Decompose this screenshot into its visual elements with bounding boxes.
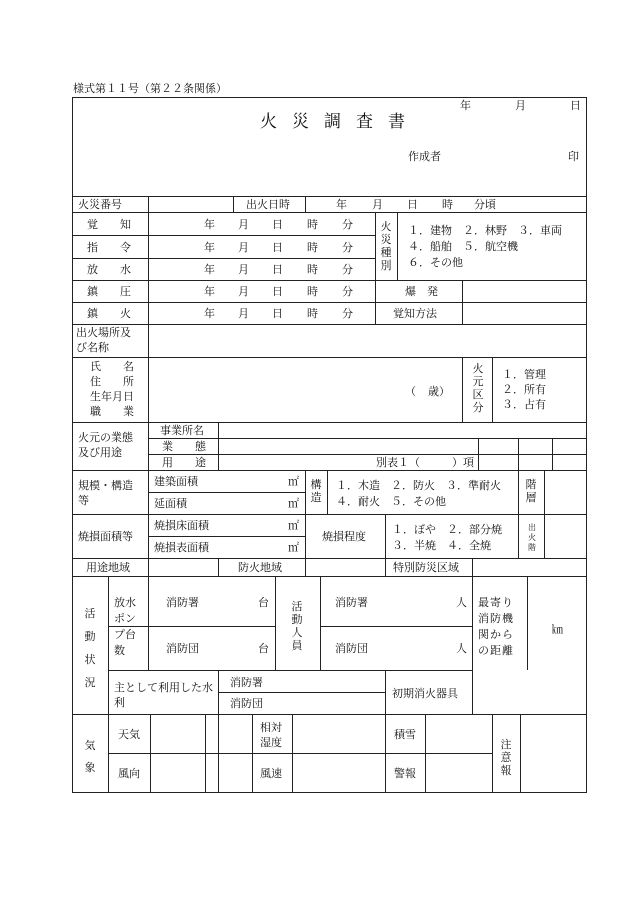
title-char: 火 bbox=[260, 112, 277, 132]
header-day: 日 bbox=[570, 99, 581, 112]
wind-direction-label: 風向 bbox=[118, 767, 140, 780]
structure-label: 構造 bbox=[310, 478, 322, 504]
unit-year: 年 bbox=[336, 198, 347, 211]
seal-mark: 印 bbox=[568, 150, 579, 163]
unit-minute-approx: 分頃 bbox=[474, 198, 496, 211]
title-char: 災 bbox=[292, 112, 309, 132]
annex-table-item: ）項 bbox=[452, 456, 474, 469]
unit-hour: 時 bbox=[307, 307, 318, 320]
age-unit: 歳） bbox=[428, 385, 450, 398]
unit-month: 月 bbox=[238, 307, 249, 320]
unit-minute: 分 bbox=[342, 241, 353, 254]
warning-label: 警報 bbox=[394, 767, 416, 780]
unit-m2: ㎡ bbox=[288, 475, 299, 488]
unit-hour: 時 bbox=[307, 285, 318, 298]
scale-label-line1: 規模・構造 bbox=[78, 479, 133, 492]
office-name-label: 事業所名 bbox=[160, 424, 204, 437]
place-label-line1: 出火場所及 bbox=[76, 326, 131, 339]
unit-dai: 台 bbox=[258, 642, 269, 655]
fire-type-label: 火災種別 bbox=[380, 220, 392, 272]
burn-degree-option: ３．半焼 ４．全焼 bbox=[392, 539, 491, 552]
fire-type-option: ４．船舶 ５．航空機 bbox=[408, 240, 518, 253]
corps-label: 消防団 bbox=[335, 642, 368, 655]
snow-label: 積雪 bbox=[394, 728, 416, 741]
event-label-suppress: 鎮 圧 bbox=[87, 285, 131, 298]
unit-day: 日 bbox=[272, 285, 283, 298]
title-char: 査 bbox=[356, 112, 373, 132]
scale-label-line2: 等 bbox=[78, 494, 89, 507]
station-label: 消防署 bbox=[335, 596, 368, 609]
nearest-station-distance-label: 最寄り消防機関からの距離 bbox=[478, 596, 514, 657]
weather-label: 天気 bbox=[118, 728, 140, 741]
annex-table-label: 別表１（ bbox=[376, 456, 420, 469]
initial-extinguisher-label: 初期消火器具 bbox=[392, 687, 458, 700]
unit-day: 日 bbox=[272, 263, 283, 276]
unit-m2: ㎡ bbox=[288, 541, 299, 554]
unit-hour: 時 bbox=[307, 241, 318, 254]
author-label: 作成者 bbox=[408, 150, 441, 163]
unit-year: 年 bbox=[204, 285, 215, 298]
fire-source-label: 火元区分 bbox=[472, 362, 484, 414]
fire-source-option: ２．所有 bbox=[502, 383, 546, 396]
unit-dai: 台 bbox=[258, 596, 269, 609]
unit-month: 月 bbox=[238, 263, 249, 276]
unit-minute: 分 bbox=[342, 218, 353, 231]
weather-section-label: 気象 bbox=[84, 739, 96, 774]
fire-number-label: 火災番号 bbox=[78, 198, 122, 211]
unit-hour: 時 bbox=[442, 198, 453, 211]
outbreak-datetime-label: 出火日時 bbox=[246, 198, 290, 211]
burn-degree-label: 焼損程度 bbox=[322, 530, 366, 543]
corps-label: 消防団 bbox=[166, 642, 199, 655]
unit-m2: ㎡ bbox=[288, 497, 299, 510]
unit-m2: ㎡ bbox=[288, 519, 299, 532]
header-year: 年 bbox=[460, 99, 471, 112]
unit-month: 月 bbox=[238, 218, 249, 231]
title-char: 書 bbox=[388, 112, 405, 132]
burn-area-label: 焼損面積等 bbox=[78, 530, 133, 543]
event-label-water: 放 水 bbox=[87, 263, 131, 276]
unit-nin: 人 bbox=[456, 642, 467, 655]
fire-source-option: ３．占有 bbox=[502, 398, 546, 411]
person-address-label: 住 所 bbox=[90, 375, 134, 388]
unit-day: 日 bbox=[272, 218, 283, 231]
water-source-label: 主として利用した水利 bbox=[114, 681, 213, 709]
burned-surface-area-label: 焼損表面積 bbox=[154, 541, 209, 554]
unit-month: 月 bbox=[238, 285, 249, 298]
business-label-line2: 及び用途 bbox=[78, 446, 122, 459]
structure-option: ４．耐火 ５．その他 bbox=[336, 495, 446, 508]
unit-year: 年 bbox=[204, 263, 215, 276]
activity-status-label: 活動状況 bbox=[84, 607, 96, 689]
place-label-line2: び名称 bbox=[76, 341, 109, 354]
form-number: 様式第１１号（第２２条関係） bbox=[73, 82, 227, 95]
age-open: （ bbox=[405, 385, 416, 398]
unit-hour: 時 bbox=[307, 263, 318, 276]
unit-month: 月 bbox=[372, 198, 383, 211]
title-char: 調 bbox=[324, 112, 341, 132]
person-occupation-label: 職 業 bbox=[90, 405, 134, 418]
fire-source-option: １．管理 bbox=[502, 368, 546, 381]
station-label: 消防署 bbox=[166, 596, 199, 609]
unit-minute: 分 bbox=[342, 263, 353, 276]
humidity-label: 相対湿度 bbox=[260, 721, 282, 749]
floors-label: 階層 bbox=[525, 478, 537, 504]
unit-day: 日 bbox=[272, 241, 283, 254]
unit-minute: 分 bbox=[342, 285, 353, 298]
fire-type-option: １．建物 ２．林野 ３．車両 bbox=[408, 224, 562, 237]
special-disaster-zone-label: 特別防災区域 bbox=[393, 561, 459, 574]
wind-speed-label: 風速 bbox=[260, 767, 282, 780]
business-label-line1: 火元の業態 bbox=[78, 431, 133, 444]
person-name-label: 氏 名 bbox=[90, 360, 134, 373]
unit-year: 年 bbox=[204, 241, 215, 254]
burn-degree-option: １．ぼや ２．部分焼 bbox=[392, 523, 502, 536]
unit-day: 日 bbox=[272, 307, 283, 320]
fire-type-option: ６．その他 bbox=[408, 256, 463, 269]
detection-method-label: 覚知方法 bbox=[393, 307, 437, 320]
unit-year: 年 bbox=[204, 218, 215, 231]
person-birthdate-label: 生年月日 bbox=[90, 390, 134, 403]
fire-zone-label: 防火地域 bbox=[238, 561, 282, 574]
staff-label: 活動人員 bbox=[291, 600, 303, 652]
floor-area-label: 延面積 bbox=[154, 497, 187, 510]
pump-count-label: 放水ポンプ台数 bbox=[114, 596, 136, 657]
event-label-detection: 覚 知 bbox=[87, 218, 131, 231]
unit-nin: 人 bbox=[456, 596, 467, 609]
unit-year: 年 bbox=[204, 307, 215, 320]
unit-km: ㎞ bbox=[552, 623, 563, 636]
advisory-label: 注意報 bbox=[500, 738, 512, 777]
structure-option: １．木造 ２．防火 ３．準耐火 bbox=[336, 479, 501, 492]
business-type-label: 業 態 bbox=[162, 440, 206, 453]
explosion-label: 爆 発 bbox=[405, 285, 438, 298]
unit-month: 月 bbox=[238, 241, 249, 254]
building-area-label: 建築面積 bbox=[154, 475, 198, 488]
event-label-command: 指 令 bbox=[87, 241, 131, 254]
burned-floor-area-label: 焼損床面積 bbox=[154, 519, 209, 532]
header-month: 月 bbox=[515, 99, 526, 112]
use-label: 用 途 bbox=[162, 456, 206, 469]
station-label: 消防署 bbox=[230, 676, 263, 689]
unit-day: 日 bbox=[407, 198, 418, 211]
corps-label: 消防団 bbox=[230, 697, 263, 710]
unit-minute: 分 bbox=[342, 307, 353, 320]
unit-hour: 時 bbox=[307, 218, 318, 231]
use-zone-label: 用途地域 bbox=[86, 561, 130, 574]
fire-floor-label: 出火階 bbox=[528, 523, 536, 552]
event-label-extinguish: 鎮 火 bbox=[87, 307, 131, 320]
